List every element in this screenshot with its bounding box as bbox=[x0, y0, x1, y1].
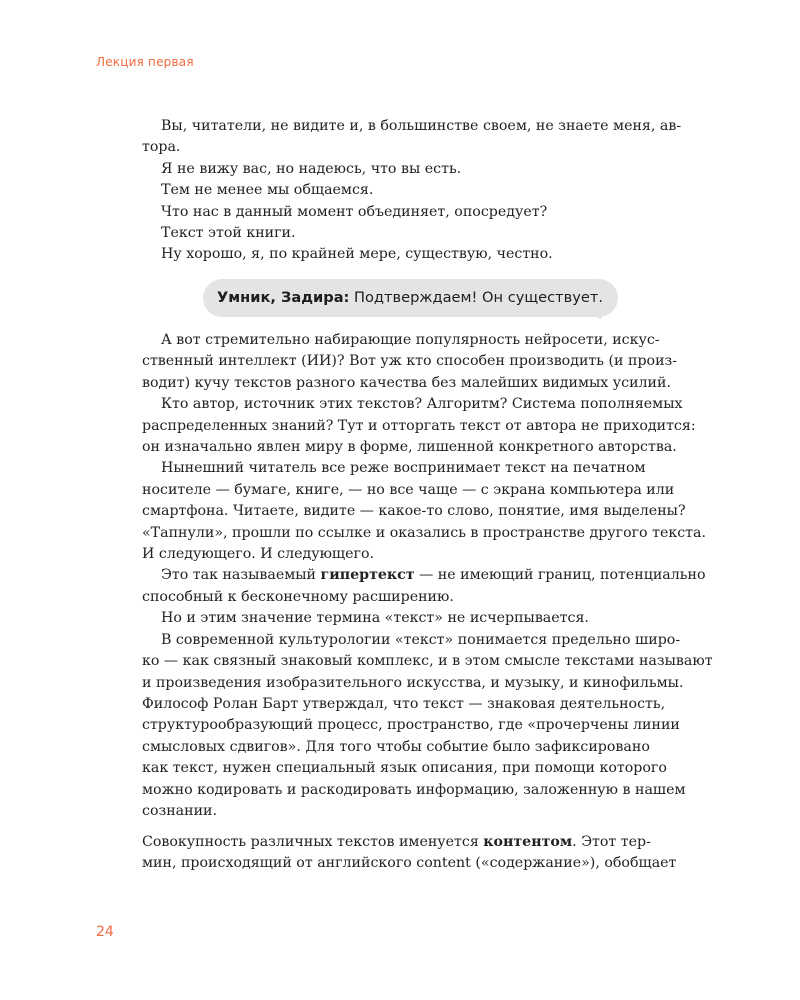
text-line: В современной культурологии «текст» понимается предельно широ- bbox=[161, 631, 681, 648]
text-line: и произведения изобразительного искусства, и музыку, и кинофильмы. bbox=[142, 674, 684, 691]
text-line: Но и этим значение термина «текст» не исчерпывается. bbox=[161, 610, 589, 627]
text-line: Вы, читатели, не видите и, в большинстве своем, не знаете меня, ав- bbox=[161, 118, 682, 134]
text-line: Философ Ролан Барт утверждал, что текст — знаковая деятельность, bbox=[142, 695, 666, 712]
text-line: способный к бесконечному расширению. bbox=[142, 588, 454, 605]
text-line: Кто автор, источник этих текстов? Алгоритм? Система пополняемых bbox=[161, 396, 683, 413]
text-span: Это так называемый bbox=[161, 567, 321, 584]
text-line: можно кодировать и раскодировать информацию, заложенную в нашем bbox=[142, 781, 686, 798]
text-line: сознании. bbox=[142, 802, 218, 819]
text-line: Текст этой книги. bbox=[161, 225, 296, 242]
text-line: «Тапнули», прошли по ссылке и оказались в пространстве другого текста. bbox=[142, 524, 706, 541]
term-content: контентом bbox=[483, 834, 573, 850]
closing-text bbox=[142, 832, 682, 875]
text-line: распределенных знаний? Тут и отторгать текст от автора не приходится: bbox=[142, 417, 696, 434]
text-line: носителе — бумаге, книге, — но все чаще — с экрана компьютера или bbox=[142, 481, 675, 498]
page-number: 24 bbox=[96, 924, 114, 940]
term-hypertext: гипертекст bbox=[320, 567, 415, 584]
text-line bbox=[142, 565, 706, 586]
text-line: Тем не менее мы общаемся. bbox=[161, 182, 374, 199]
text-span: . Этот тер- bbox=[572, 834, 651, 850]
text-line: Ну хорошо, я, по крайней мере, существую, честно. bbox=[161, 246, 553, 263]
text-line: ственный интеллект (ИИ)? Вот уж кто способен производить (и произ- bbox=[142, 353, 678, 370]
text-line: Что нас в данный момент объединяет, опосредует? bbox=[161, 203, 548, 220]
text-line: мин, происходящий от английского content («содержание»), обобщает bbox=[142, 855, 677, 872]
text-line: водит) кучу текстов разного качества без малейших видимых усилий. bbox=[142, 374, 671, 391]
text-span: Совокупность различных текстов именуется bbox=[142, 834, 484, 850]
text-line bbox=[142, 832, 682, 853]
text-span: — не имеющий границ, потенциально bbox=[414, 567, 706, 584]
intro-text bbox=[142, 116, 682, 266]
bubble-speakers: Умник, Задира: bbox=[217, 289, 350, 306]
body-text bbox=[142, 330, 713, 822]
text-line: он изначально явлен миру в форме, лишенной конкретного авторства. bbox=[142, 439, 677, 456]
text-line: смартфона. Читаете, видите — какое-то слово, понятие, имя выделены? bbox=[142, 503, 686, 520]
text-line: ко — как связный знаковый комплекс, и в этом смысле текстами называют bbox=[142, 653, 713, 670]
text-line: тора. bbox=[142, 139, 181, 156]
speech-bubble bbox=[203, 279, 618, 317]
text-line: смысловых сдвигов». Для того чтобы событие было зафиксировано bbox=[142, 738, 650, 755]
running-header: Лекция первая bbox=[96, 55, 194, 69]
text-line: как текст, нужен специальный язык описания, при помощи которого bbox=[142, 760, 667, 777]
text-line: Я не вижу вас, но надеюсь, что вы есть. bbox=[161, 160, 462, 177]
bubble-text: Подтверждаем! Он существует. bbox=[349, 289, 603, 306]
text-line: структурообразующий процесс, пространство, где «прочерчены линии bbox=[142, 717, 680, 734]
text-line: И следующего. И следующего. bbox=[142, 546, 374, 563]
text-line: А вот стремительно набирающие популярность нейросети, искус- bbox=[161, 332, 660, 348]
text-line: Нынешний читатель все реже воспринимает текст на печатном bbox=[161, 460, 646, 477]
